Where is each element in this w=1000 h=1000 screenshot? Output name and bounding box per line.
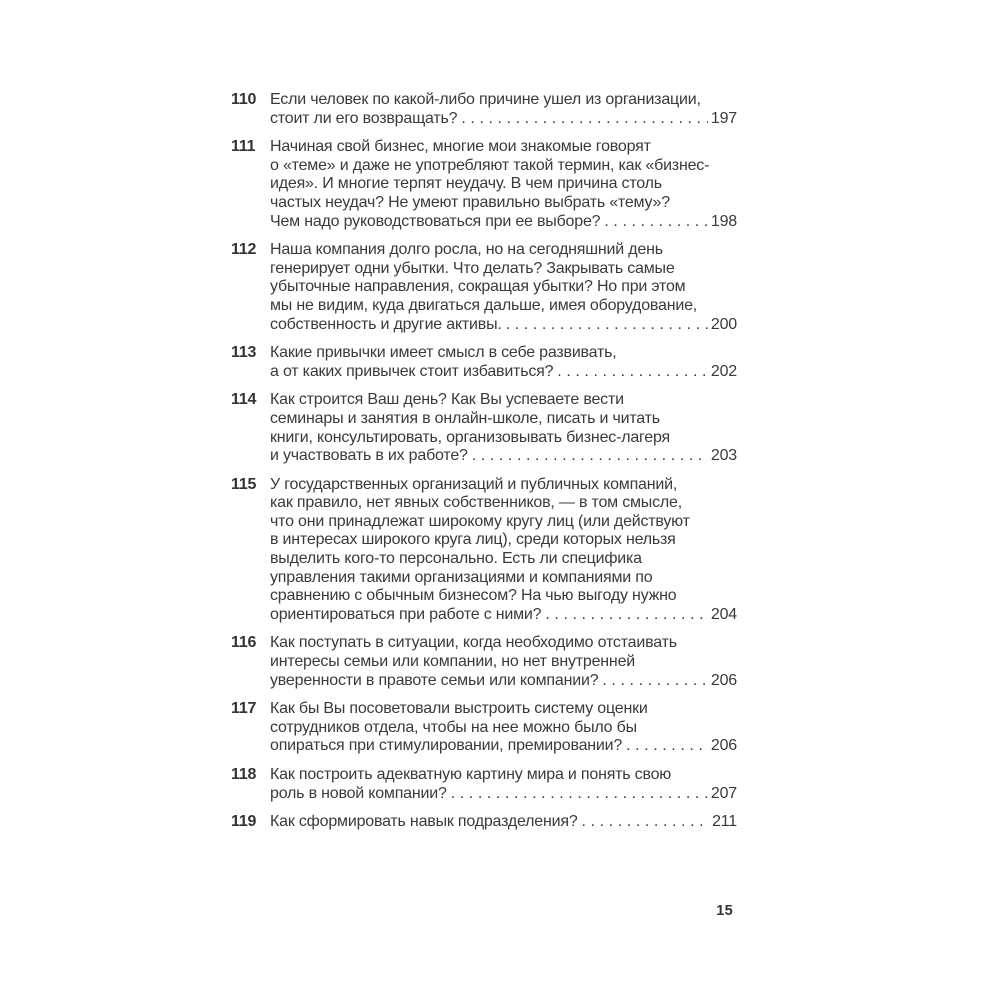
entry-line: Как бы Вы посоветовали выстроить систему оценки bbox=[270, 700, 648, 718]
entry-line: выделить кого-то персонально. Есть ли специфика bbox=[270, 550, 642, 568]
entry-line: идея». И многие терпят неудачу. В чем причина столь bbox=[270, 175, 662, 193]
entry-body bbox=[270, 138, 737, 231]
entry-line: Начиная свой бизнес, многие мои знакомые говорят bbox=[270, 138, 651, 156]
entry-line: Какие привычки имеет смысл в себе развивать, bbox=[270, 344, 617, 362]
entry-number: 113 bbox=[231, 344, 257, 362]
entry-last-line bbox=[270, 316, 737, 335]
entry-page-number: 204 bbox=[710, 605, 737, 623]
dot-leader bbox=[545, 606, 708, 625]
dot-leader bbox=[602, 672, 708, 691]
entry-page-number: 211 bbox=[712, 813, 737, 831]
entry-line-text: уверенности в правоте семьи или компании? bbox=[270, 671, 599, 689]
entry-page-number: 198 bbox=[710, 212, 737, 230]
toc-entry bbox=[231, 391, 737, 465]
dot-leader bbox=[557, 363, 708, 382]
entry-line: в интересах широкого круга лиц), среди которых нельзя bbox=[270, 531, 676, 549]
entry-page-number: 207 bbox=[710, 784, 737, 802]
entry-last-line bbox=[270, 672, 737, 691]
entry-body bbox=[270, 391, 737, 465]
entry-line: мы не видим, куда двигаться дальше, имея оборудование, bbox=[270, 296, 698, 314]
entry-body bbox=[270, 91, 737, 128]
entry-line: генерирует одни убытки. Что делать? Закрывать самые bbox=[270, 259, 675, 277]
entry-line: Наша компания долго росла, но на сегодняшний день bbox=[270, 241, 663, 259]
entry-last-line bbox=[270, 785, 737, 804]
entry-line: сравнению с обычным бизнесом? На чью выгоду нужно bbox=[270, 587, 677, 605]
entry-body bbox=[270, 344, 737, 381]
entry-line-text: стоит ли его возвращать? bbox=[270, 109, 458, 127]
entry-number: 111 bbox=[231, 138, 256, 156]
page-footer bbox=[231, 902, 737, 920]
entry-body bbox=[270, 476, 737, 625]
entry-line-text: Чем надо руководствоваться при ее выборе? bbox=[270, 212, 601, 230]
toc-entry bbox=[231, 91, 737, 128]
entry-line: частых неудач? Не умеют правильно выбрать «тему»? bbox=[270, 193, 670, 211]
entry-line-text: опираться при стимулировании, премировании? bbox=[270, 737, 623, 755]
entry-last-line bbox=[270, 813, 737, 832]
entry-line: что они принадлежат широкому кругу лиц (или действуют bbox=[270, 512, 690, 530]
entry-last-line bbox=[270, 606, 737, 625]
entry-body bbox=[270, 766, 737, 803]
toc-entry bbox=[231, 344, 737, 381]
toc-entry bbox=[231, 241, 737, 334]
entry-body bbox=[270, 241, 737, 334]
entry-line-text: собственность и другие активы. bbox=[270, 315, 502, 333]
entry-last-line bbox=[270, 110, 737, 129]
entry-last-line bbox=[270, 447, 737, 466]
entry-line: Как построить адекватную картину мира и понять свою bbox=[270, 766, 672, 783]
entry-line: Как строится Ваш день? Как Вы успеваете вести bbox=[270, 391, 624, 409]
entry-line-text: Как сформировать навык подразделения? bbox=[270, 813, 578, 831]
entry-page-number: 197 bbox=[710, 109, 737, 127]
entry-line: управления такими организациями и компаниями по bbox=[270, 568, 653, 586]
toc-list bbox=[231, 91, 737, 842]
toc-entry bbox=[231, 634, 737, 690]
entry-body bbox=[270, 813, 737, 832]
entry-number: 114 bbox=[231, 391, 257, 409]
entry-number: 110 bbox=[231, 91, 257, 108]
entry-line: Если человек по какой-либо причине ушел из организации, bbox=[270, 91, 701, 108]
entry-page-number: 206 bbox=[710, 737, 737, 755]
entry-number: 116 bbox=[231, 634, 257, 652]
entry-line: семинары и занятия в онлайн-школе, писать и читать bbox=[270, 409, 660, 427]
page-number: 15 bbox=[716, 903, 733, 919]
entry-page-number: 203 bbox=[710, 447, 737, 465]
toc-entry bbox=[231, 138, 737, 231]
entry-line-text: роль в новой компании? bbox=[270, 784, 447, 802]
dot-leader bbox=[626, 737, 708, 756]
entry-line: интересы семьи или компании, но нет внутренней bbox=[270, 653, 636, 671]
entry-line: убыточные направления, сокращая убытки? Но при этом bbox=[270, 278, 686, 296]
entry-line: как правило, нет явных собственников, — в том смысле, bbox=[270, 494, 682, 512]
toc-entry bbox=[231, 700, 737, 756]
dot-leader bbox=[506, 316, 708, 335]
entry-number: 118 bbox=[231, 766, 257, 783]
toc-entry bbox=[231, 476, 737, 625]
entry-number: 119 bbox=[231, 813, 257, 831]
dot-leader bbox=[451, 785, 708, 804]
entry-body bbox=[270, 700, 737, 756]
entry-page-number: 200 bbox=[710, 315, 737, 333]
toc-entry bbox=[231, 766, 737, 803]
dot-leader bbox=[604, 213, 708, 232]
entry-last-line bbox=[270, 213, 737, 232]
dot-leader bbox=[582, 813, 710, 832]
entry-body bbox=[270, 634, 737, 690]
entry-number: 115 bbox=[231, 475, 257, 493]
entry-line: У государственных организаций и публичных компаний, bbox=[270, 475, 678, 493]
entry-page-number: 206 bbox=[710, 671, 737, 689]
toc-entry bbox=[231, 813, 737, 832]
entry-line: книги, консультировать, организовывать бизнес-лагеря bbox=[270, 428, 670, 446]
dot-leader bbox=[461, 110, 708, 129]
entry-page-number: 202 bbox=[710, 362, 737, 380]
entry-line-text: а от каких привычек стоит избавиться? bbox=[270, 362, 554, 380]
entry-last-line bbox=[270, 363, 737, 382]
dot-leader bbox=[472, 447, 708, 466]
entry-line-text: и участвовать в их работе? bbox=[270, 447, 468, 465]
entry-last-line bbox=[270, 737, 737, 756]
entry-line: Как поступать в ситуации, когда необходимо отстаивать bbox=[270, 634, 677, 652]
entry-line-text: ориентироваться при работе с ними? bbox=[270, 605, 542, 623]
entry-line: о «теме» и даже не употребляют такой термин, как «бизнес- bbox=[270, 156, 710, 174]
entry-number: 112 bbox=[231, 241, 257, 259]
entry-number: 117 bbox=[231, 700, 257, 718]
entry-line: сотрудников отдела, чтобы на нее можно было бы bbox=[270, 718, 637, 736]
